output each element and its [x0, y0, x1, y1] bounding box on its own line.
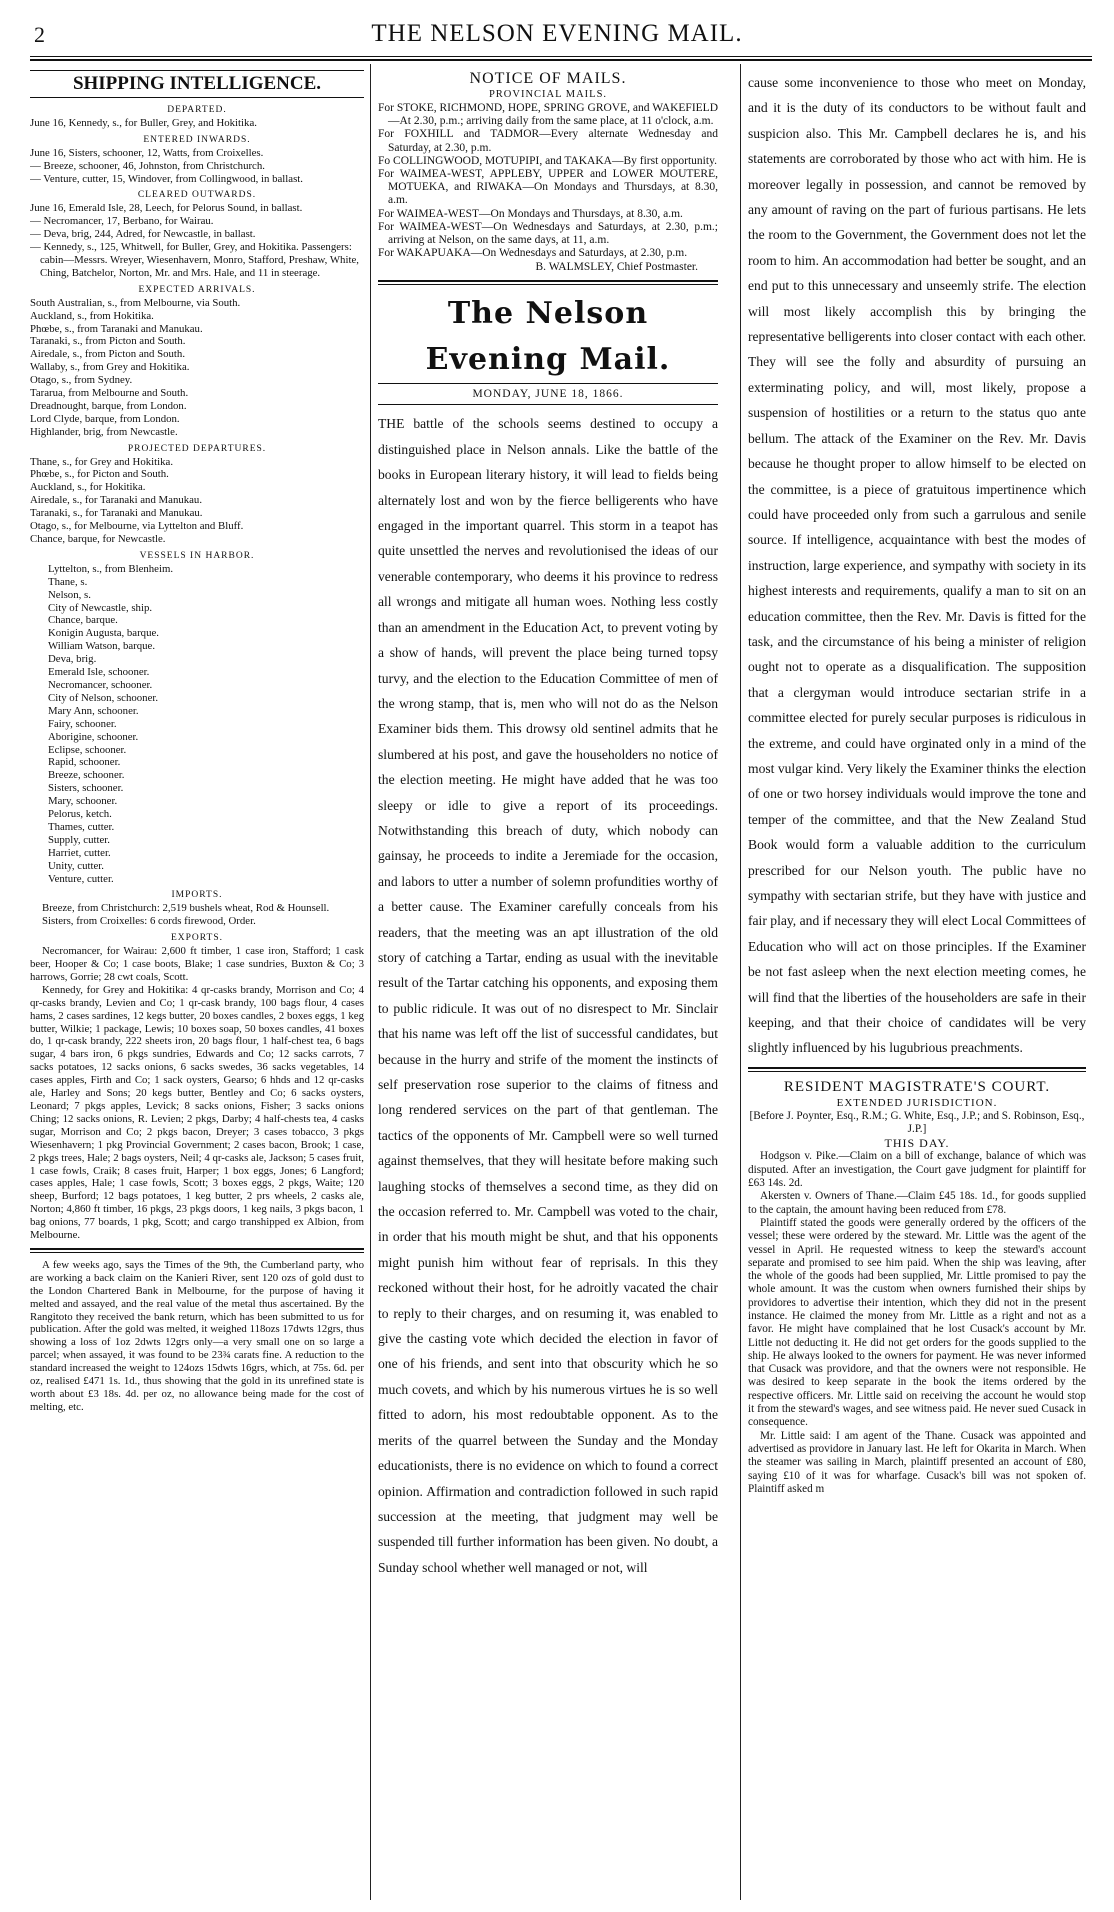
- list-item: Necromancer, for Wairau: 2,600 ft timber, 1 case iron, Stafford; 1 cask beer, Hooper & Co; 1 case boots, Blake; 1 case sundries, Buxton & Co; 3 harrows, Gorrie; 28 cwt coals, Scott.: [30, 945, 364, 983]
- list-item: Sisters, from Croixelles: 6 cords firewood, Order.: [42, 915, 256, 928]
- section-divider: [30, 1248, 364, 1253]
- harbor-list: [30, 563, 364, 886]
- list-item: Sisters, schooner.: [48, 782, 124, 795]
- court-subtitle: EXTENDED JURISDICTION.: [836, 1096, 998, 1109]
- postmaster-signature: B. WALMSLEY, Chief Postmaster.: [535, 261, 698, 274]
- court-proceedings: [748, 1150, 1086, 1496]
- gold-paragraph: A few weeks ago, says the Times of the 9th, the Cumberland party, who are working a back claim on the Kanieri River, sent 120 ozs of gold dust to the London Chartered Bank in Melbourne, for the purpose of having it melted and assayed, and the real value of the metal thus ascertained. By the Rangitoto they received the bank return, which has been submitted to us for publication. After the gold was melted, it weighed 118ozs 17dwts 12grs, thus showing a loss of 1oz 2dwts 12grs only—a very small one on so large a parcel; when assayed, it was found to be 23¾ carats fine. A reduction to the standard increased the weight to 124ozs 15dwts 16grs, which, at 75s. 6d. per oz, realised £471 1s. 1d., thus showing that the gold in its unrefined state is worth about £3 18s. 4d. per oz, no allowance being made for the cost of melting, etc.: [30, 1258, 364, 1413]
- list-item: Auckland, s., for Hokitika.: [30, 481, 146, 494]
- cleared-heading: CLEARED OUTWARDS.: [137, 190, 257, 201]
- list-item: Necromancer, schooner.: [48, 678, 153, 691]
- list-item: — Breeze, schooner, 46, Johnston, from Christchurch.: [30, 159, 265, 172]
- list-item: Eclipse, schooner.: [48, 743, 127, 756]
- list-item: Thames, cutter.: [48, 820, 115, 833]
- exports-list: [30, 945, 364, 1242]
- list-item: For FOXHILL and TADMOR—Every alternate Wednesday and Saturday, at 2.30, p.m.: [378, 128, 718, 154]
- editorial-continued: cause some inconvenience to those who meet on Monday, and it is the duty of its conductors to be without fault and suspicion also. This Mr. Campbell declares he is, and his statements are corroborated by those who act with him. He is moreover legally in possession, and cannot be removed by any amount of raving on the part of furious partisans. He lets the room to the Government, the Government does not let the room to him. An accommodation had better be sought, and an end put to this unnecessary and unseemly strife. The election will most likely accomplish this by bringing the representative belligerents into closer contact with each other. They will see the folly and absurdity of pursuing an exterminating policy, and will, most likely, propose a suspension of hostilities or a return to the status quo ante bellum. The attack of the Examiner on the Rev. Mr. Davis because he thought proper to allow himself to be elected on the committee, is a piece of gratuitous impertinence which could have proceeded only from such a garrulous and senile source. If intelligence, acquaintance with best the modes of instruction, large experience, and sympathy with society in its highest interests and requirements, qualify a man to sit on an education committee, then the Rev. Mr. Davis is fitted for the task, and the circumstance of his being a minister of religion ought not to operate as a disqualification. The supposition that a clergyman would introduce sectarian strife in a committee elected for purely secular purposes is ridiculous in the extreme, and could have orginated only in a mind of the most vulgar kind. Very likely the Examiner thinks the election of one or two horsey individuals would improve the tone and temper of the committee, and that the New Zealand Stud Book would form a valuable addition to the curriculum prescribed for our Nelson youth. The public have no sympathy with sectarian strife, but they have with justice and fair play, and if necessary they will elect Local Committees of Education who will act on those principles. If the Examiner be not fast asleep when the next election meeting comes, he will find that the liberties of the householders are safe in their keeping, and that their choice of candidates will be very slightly influenced by his lugubrious preachments.: [748, 75, 1086, 1056]
- list-item: For WAKAPUAKA—On Wednesdays and Saturdays, at 2.30, p.m.: [378, 247, 688, 260]
- mails-subtitle: PROVINCIAL MAILS.: [488, 89, 608, 100]
- list-item: Chance, barque.: [48, 614, 118, 627]
- list-item: Mary Ann, schooner.: [48, 704, 139, 717]
- expected-heading: EXPECTED ARRIVALS.: [138, 284, 256, 295]
- entered-list: [30, 147, 364, 186]
- list-item: Fo COLLINGWOOD, MOTUPIPI, and TAKAKA—By first opportunity.: [378, 154, 717, 167]
- masthead-rule-thick: [30, 59, 1092, 61]
- harbor-heading: VESSELS IN HARBOR.: [139, 550, 255, 561]
- list-item: Plaintiff stated the goods were generally ordered by the officers of the vessel; these were ordered by the steward. Mr. Little was the agent of the vessel in April. He requested witness to keep the steward's account separate and promised to see him paid. When the ship was leaving, after the whole of the goods had been supplied, Mr. Little promised to pay the whole amount. It was the custom when owners furnished their ships by providores to advertise their intention, which they did not in the present instance. He claimed the money from Mr. Little as a right and not as a favor. He might have complained that he lost Cusack's account by Mr. Little not deducting it. He did not get orders for the goods supplied to the ship. He always looked to the owners for payment. He was never informed that Cusack was providore, and that the owners were not responsible. He was desired to keep separate in the book the items ordered by the respective officers. Mr. Little said on receiving the account he would stop it from the steward's wages, and see witness paid. He never sued Cusack in consequence.: [748, 1216, 1086, 1429]
- list-item: Lord Clyde, barque, from London.: [30, 412, 180, 425]
- list-item: For WAIMEA-WEST—On Mondays and Thursdays, at 8.30, a.m.: [378, 207, 683, 220]
- list-item: — Deva, brig, 244, Adred, for Newcastle, in ballast.: [30, 228, 256, 241]
- list-item: Harriet, cutter.: [48, 846, 111, 859]
- dateline: MONDAY, JUNE 18, 1866.: [378, 383, 718, 405]
- mails-list: [378, 102, 718, 260]
- section-divider: [748, 1067, 1086, 1072]
- shipping-column: [30, 70, 364, 1900]
- list-item: Thane, s., for Grey and Hokitika.: [30, 455, 174, 468]
- list-item: Airedale, s., from Picton and South.: [30, 348, 186, 361]
- list-item: For WAIMEA-WEST, APPLEBY, UPPER and LOWER MOUTERE, MOTUEKA, and RIWAKA—On Mondays and Thursdays, at 8.30, a.m.: [378, 168, 718, 207]
- list-item: Wallaby, s., from Grey and Hokitika.: [30, 361, 190, 374]
- list-item: For WAIMEA-WEST—On Wednesdays and Saturdays, at 2.30, p.m.; arriving at Nelson, on the same days, at 11, a.m.: [378, 220, 718, 247]
- list-item: Taranaki, s., for Taranaki and Manukau.: [30, 507, 203, 520]
- list-item: June 16, Sisters, schooner, 12, Watts, from Croixelles.: [30, 146, 264, 159]
- list-item: Highlander, brig, from Newcastle.: [30, 425, 178, 438]
- list-item: Akersten v. Owners of Thane.—Claim £45 18s. 1d., for goods supplied to the captain, the amount having been reduced from £78.: [748, 1190, 1086, 1216]
- court-title: RESIDENT MAGISTRATE'S COURT.: [783, 1078, 1051, 1095]
- list-item: Supply, cutter.: [48, 833, 110, 846]
- newspaper-title: THE NELSON EVENING MAIL.: [371, 20, 743, 47]
- nameplate: The Nelson Evening Mail.: [425, 296, 671, 378]
- entered-heading: ENTERED INWARDS.: [143, 134, 251, 145]
- list-item: Unity, cutter.: [48, 859, 104, 872]
- list-item: Breeze, schooner.: [48, 769, 125, 782]
- imports-heading: IMPORTS.: [171, 890, 223, 901]
- list-item: For STOKE, RICHMOND, HOPE, SPRING GROVE, and WAKEFIELD—At 2.30, p.m.; arriving daily from the same place, at 11 o'clock, a.m.: [378, 102, 718, 128]
- cleared-list: [30, 202, 364, 279]
- list-item: Fairy, schooner.: [48, 717, 117, 730]
- list-item: Pelorus, ketch.: [48, 808, 112, 821]
- list-item: — Venture, cutter, 15, Windover, from Collingwood, in ballast.: [30, 172, 303, 185]
- list-item: Rapid, schooner.: [48, 756, 121, 769]
- list-item: — Necromancer, 17, Berbano, for Wairau.: [30, 215, 214, 228]
- list-item: Airedale, s., for Taranaki and Manukau.: [30, 494, 203, 507]
- projected-heading: PROJECTED DEPARTURES.: [127, 443, 267, 454]
- exports-heading: EXPORTS.: [170, 933, 224, 944]
- list-item: City of Newcastle, ship.: [48, 601, 153, 614]
- list-item: Otago, s., from Sydney.: [30, 374, 133, 387]
- imports-list: [30, 902, 364, 928]
- court-bench: [Before J. Poynter, Esq., R.M.; G. White, Esq., J.P.; and S. Robinson, Esq., J.P.]: [749, 1109, 1085, 1136]
- list-item: South Australian, s., from Melbourne, via South.: [30, 296, 241, 309]
- list-item: Deva, brig.: [48, 653, 97, 666]
- projected-list: [30, 456, 364, 546]
- editorial-column: [378, 70, 718, 1900]
- column-divider: [740, 64, 741, 1900]
- page-number: 2: [34, 22, 45, 47]
- list-item: Konigin Augusta, barque.: [48, 627, 159, 640]
- list-item: Nelson, s.: [48, 588, 91, 601]
- list-item: Phœbe, s., from Taranaki and Manukau.: [30, 322, 203, 335]
- list-item: Aborigine, schooner.: [48, 730, 139, 743]
- column-divider: [370, 64, 371, 1900]
- shipping-title: SHIPPING INTELLIGENCE.: [30, 70, 364, 98]
- court-day: THIS DAY.: [884, 1136, 950, 1151]
- list-item: Hodgson v. Pike.—Claim on a bill of exchange, balance of which was disputed. After an investigation, the Court gave judgment for plaintiff for £63 14s. 2d.: [748, 1150, 1086, 1190]
- masthead-rule: [30, 56, 1092, 57]
- editorial-text: THE battle of the schools seems destined to occupy a distinguished place in Nelson annals. Like the battle of the books in European literary history, it will lead to fields being alternately lost and won by the fierce belligerents who have engaged in the important quarrel. This storm in a teapot has quite unsettled the nerves and revolutionised the ideas of our venerable contemporary, who deems it his province to redress all wrongs and mitigate all human woes. Nothing less costly than an amendment in the Education Act, to prevent voting by a show of hands, will prevent the place being turned topsy turvy, and the election to the Education Committee of men of the wrong stamp, that is, men who will not do as the Nelson Examiner bids them. This drowsy old sentinel admits that he slumbered at his post, and gave the householders no notice of the election meeting. He might have added that he was too sleepy or idle to give a report of its proceedings. Notwithstanding this breach of duty, which nobody can gainsay, he proceeds to indite a Jeremiade for the occasion, and labors to utter a number of solemn profundities worthy of a better cause. The Examiner carefully conceals from his readers, that the meeting was an apt illustration of the old story of catching a Tartar, ending as usual with the inevitable result of the Tartar catching his opponents, and exposing them to public ridicule. It was out of no disrespect to Mr. Sinclair that his name was left off the list of successful candidates, but because in the hurry and strife of the moment the instincts of self preservation rose superior to the claims of fitness and long rendered services on the part of that gentleman. The tactics of the opponents of Mr. Campbell were so well turned against themselves, that they will hesitate before making such laughing stocks of themselves a second time, as they did on the occasion referred to. Mr. Campbell was voted to the chair, in order that his mouth might be shut, and that his opponents might punish him without fear of reprisals. In this they reckoned without their host, for he adroitly vacated the chair to reply to their charges, and on resuming it, was enabled to give the casting vote which decided the election in favor of one of his friends, and sent into that obscurity which he so much covets, and which by his numerous virtues he is so well fitted to adorn, his most redoubtable opponent. As to the merits of the quarrel between the Sunday and the Monday educationists, there is no evidence on which to found a correct opinion. Affirmation and contradiction followed in such rapid succession at the meeting, that judgment may well be suspended till further information has been given. No doubt, a Sunday school whether well managed or not, will: [378, 416, 718, 1575]
- masthead: [0, 0, 1114, 52]
- departed-list: [30, 117, 364, 130]
- court-column: [748, 70, 1086, 1900]
- list-item: William Watson, barque.: [48, 640, 156, 653]
- list-item: Mr. Little said: I am agent of the Thane. Cusack was appointed and advertised as providore in January last. He left for Okarita in March. When the steamer was sailing in March, plaintiff presented an account of £80, saying £10 of it was for wharfage. Cusack's bill was not spoken of. Plaintiff asked m: [748, 1429, 1086, 1495]
- list-item: Venture, cutter.: [48, 872, 114, 885]
- list-item: Chance, barque, for Newcastle.: [30, 533, 166, 545]
- list-item: Dreadnought, barque, from London.: [30, 399, 187, 412]
- list-item: Otago, s., for Melbourne, via Lyttelton and Bluff.: [30, 520, 244, 533]
- list-item: Emerald Isle, schooner.: [48, 666, 150, 679]
- expected-list: [30, 297, 364, 439]
- departed-heading: DEPARTED.: [167, 105, 227, 115]
- list-item: June 16, Kennedy, s., for Buller, Grey, and Hokitika.: [30, 116, 257, 129]
- list-item: Thane, s.: [48, 575, 88, 588]
- list-item: — Kennedy, s., 125, Whitwell, for Buller, Grey, and Hokitika. Passengers: cabin—Messrs. Wreyer, Wiesenhavern, Monro, Stafford, Preshaw, White, Ching, Batchelor, Norton, Mr. and Mrs. Hale, and 11 in steerage.: [30, 241, 359, 279]
- mails-title: NOTICE OF MAILS.: [469, 70, 627, 87]
- list-item: Kennedy, for Grey and Hokitika: 4 qr-casks brandy, Morrison and Co; 4 qr-casks brandy, Levien and Co; 1 qr-cask brandy, 100 bags flour, 4 cases hams, 2 cases sardines, 12 kegs butter, 20 boxes candles, 2 boxes eggs, 1 keg butter, Wilkie; 1 package, Lewis; 10 boxes soap, 50 boxes candles, 41 boxes do, 1 qr-cask brandy, 222 sheets iron, 20 bags flour, 1 half-chest tea, 6 bags sugar, 4 bars iron, 6 pkgs sundries, Edwards and Co; 12 sacks carrots, 7 sacks potatoes, 12 sacks onions, 6 sacks swedes, 36 sacks vegetables, 14 cases apples, Firth and Co; 1 sack oysters, Gearso; 6 hhds and 12 qr-casks ale, Harley and Sons; 20 kegs butter, Bentley and Co; 6 sacks oysters, Leonard; 7 pkgs apples, Levick; 8 sacks onions, Fisher; 3 sacks onions Ching; 12 sacks onions, R. Levien; 2 pkgs, Darby; 4 half-chests tea, 4 casks sugar, Morrison and Co; 2 pkgs bacon, Dreyer; 3 cases tobacco, 3 pkgs Wiesenhavern; 1 pkg Provincial Government; 2 cases bacon, Brook; 1 case, 2 pkgs trees, Hale; 2 bags oysters, Neil; 4 qr-casks ale, Jackson; 5 cases fruit, 1 case fowls, Craik; 8 cases fruit, Harper; 1 box eggs, Jones; 6 Langford; cases apples, Hale; 1 case fowls, Scott; 3 boxes eggs, 2 pkgs, Waite; 120 sheep, Burford; 12 bags potatoes, 1 keg butter, 2 prs wheels, 2 casks ale, Norton; 4,860 ft timber, 16 pkgs, 23 pkgs doors, 1 keg nails, 3 pkgs bacon, 1 bag onions, 77 boards, 1 pkg, Scott; and cargo transhipped ex Albion, from Melbourne.: [30, 983, 364, 1242]
- list-item: Breeze, from Christchurch: 2,519 bushels wheat, Rod & Hounsell.: [42, 902, 330, 915]
- list-item: Lyttelton, s., from Blenheim.: [48, 562, 174, 575]
- list-item: City of Nelson, schooner.: [48, 691, 159, 704]
- list-item: Mary, schooner.: [48, 795, 118, 808]
- list-item: Taranaki, s., from Picton and South.: [30, 335, 186, 348]
- list-item: Auckland, s., from Hokitika.: [30, 309, 154, 322]
- section-divider: [378, 280, 718, 285]
- list-item: June 16, Emerald Isle, 28, Leech, for Pelorus Sound, in ballast.: [30, 202, 303, 215]
- list-item: Tararua, from Melbourne and South.: [30, 387, 189, 400]
- list-item: Phœbe, s., for Picton and South.: [30, 468, 169, 481]
